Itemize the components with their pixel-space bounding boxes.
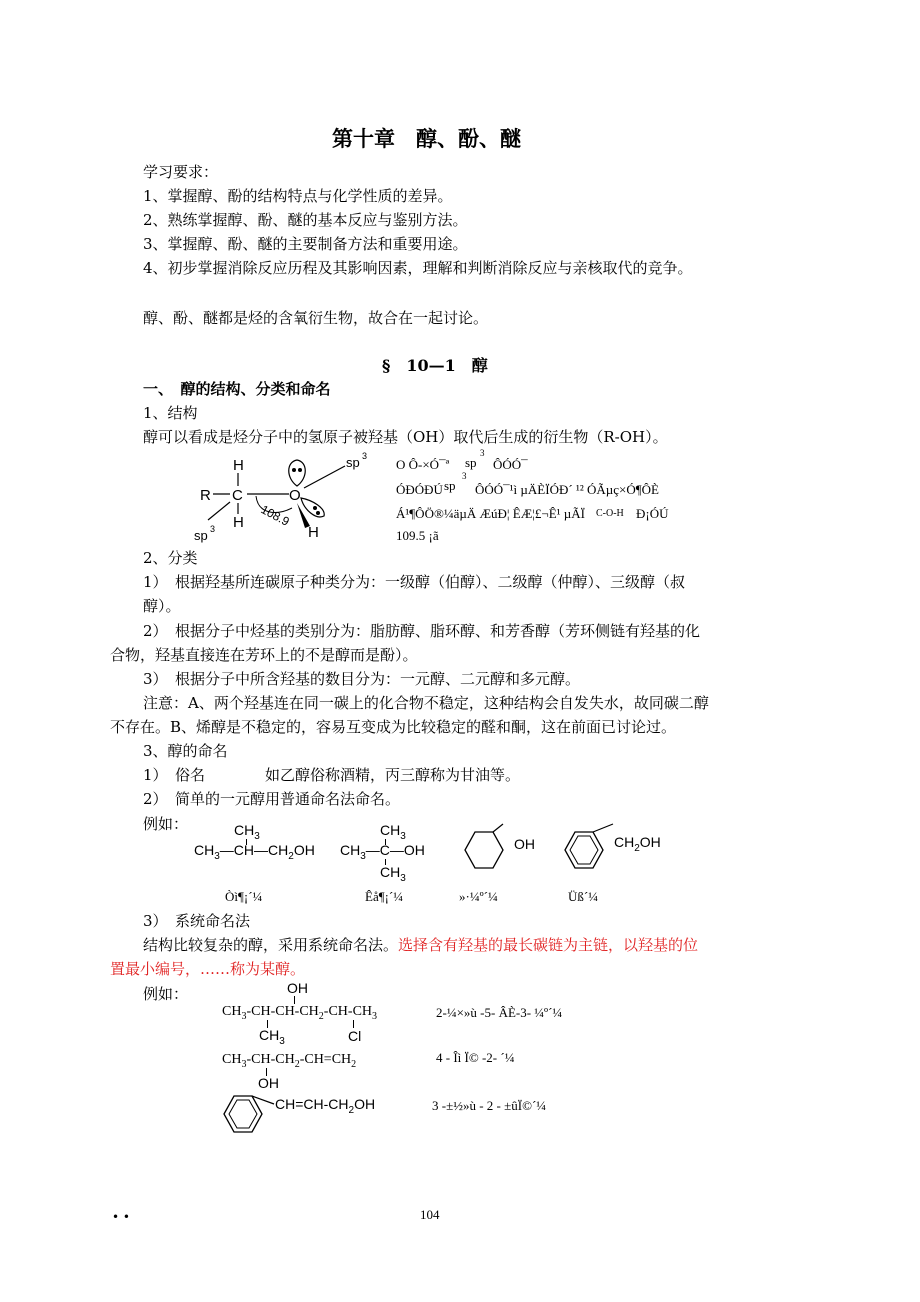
lone-pair-orbital xyxy=(289,460,306,486)
formula-text: $CH_3$ xyxy=(259,1027,285,1047)
compound-name: »·¼º´¼ xyxy=(459,889,498,904)
systematic-text xyxy=(143,933,698,957)
example-label: 例如： xyxy=(143,815,189,833)
c-label: C xyxy=(232,487,243,504)
garbled-text: sp xyxy=(444,478,456,493)
compound-name: Üß´¼ xyxy=(568,889,598,904)
bond-line xyxy=(304,466,345,488)
classification-heading: 2、分类 xyxy=(143,549,198,567)
garbled-text: C-O-H xyxy=(596,508,624,519)
oh-label: OH xyxy=(287,980,308,996)
structure-heading: 1、结构 xyxy=(143,404,198,422)
note-line: 注意：A、两个羟基连在同一碳上的化合物不稳定，这种结构会自发失水，故同碳二醇 xyxy=(143,694,709,712)
class-item: 1） 根据羟基所连碳原子种类分为：一级醇（伯醇）、二级醇（仲醇）、三级醇（叔 xyxy=(143,573,686,591)
chapter-title: 第十章 醇、酚、醚 xyxy=(332,126,521,151)
compound-name: 4 - Îì Ï© -2- ´¼ xyxy=(436,1050,515,1065)
common-name-label: 1） 俗名 xyxy=(143,766,206,784)
garbled-superscript: 3 xyxy=(480,448,485,458)
bond-line xyxy=(294,996,295,1004)
page-number: 104 xyxy=(420,1207,440,1222)
part-heading: 一、 醇的结构、分类和命名 xyxy=(143,380,331,398)
garbled-text: Á¹¶ÔÖ®¼äµÄ ÆúÐ¦ ÊÆ¦£¬Ê¹ µÃÏ xyxy=(396,506,586,521)
sp3-label: sp xyxy=(194,528,208,543)
lone-pair-orbital xyxy=(301,498,324,517)
naming-heading: 3、醇的命名 xyxy=(143,742,228,760)
electron-dot xyxy=(313,506,317,510)
tert-butanol-formula: $CH_3—C—OH$ xyxy=(340,842,425,862)
sp3-label: sp xyxy=(346,455,360,470)
systematic-formula: $CH_3-CH-CH-CH_2-CH-CH_3$ xyxy=(222,1004,378,1022)
garbled-text: 109.5 ¡ã xyxy=(396,528,439,543)
garbled-text: ÔÓÓ¯ xyxy=(493,457,528,472)
sp3-superscript: 3 xyxy=(362,451,368,461)
o-label: O xyxy=(289,487,301,504)
bond-line xyxy=(353,1020,354,1028)
requirement-item: 2、熟练掌握醇、酚、醚的基本反应与鉴别方法。 xyxy=(143,211,468,229)
garbled-text: Ð¡ÓÚ xyxy=(636,506,669,521)
common-name-text: 如乙醇俗称酒精，丙三醇称为甘油等。 xyxy=(265,766,521,784)
formula-text: $CH_2OH$ xyxy=(614,834,661,854)
formula-text: $CH_3$ xyxy=(380,822,406,842)
section-title: § 10—1 醇 xyxy=(382,356,488,375)
electron-dot xyxy=(298,468,302,472)
systematic-formula: $CH_3-CH-CH_2-CH=CH_2$ xyxy=(222,1052,357,1070)
alcohol-structure-diagram xyxy=(190,448,390,548)
systematic-formula: $CH=CH-CH_2OH$ xyxy=(275,1096,376,1116)
garbled-text: sp xyxy=(465,455,477,470)
requirement-item: 3、掌握醇、酚、醚的主要制备方法和重要用途。 xyxy=(143,235,468,253)
compound-name: 2-¼×»ù -5- ÂÈ-3- ¼º´¼ xyxy=(436,1005,563,1020)
class-item: 醇）。 xyxy=(143,597,181,615)
class-item: 3） 根据分子中所含羟基的数目分为：一元醇、二元醇和多元醇。 xyxy=(143,670,581,688)
h-bottom-label: H xyxy=(233,514,244,531)
oh-label: OH xyxy=(258,1075,279,1091)
simple-naming: 2） 简单的一元醇用普通命名法命名。 xyxy=(143,790,401,808)
isobutanol-formula: $CH_3—CH—CH_2OH$ xyxy=(194,842,315,862)
electron-dot xyxy=(316,511,320,515)
sp3-superscript: 3 xyxy=(210,524,216,534)
systematic-rule-highlight: 置最小编号，……称为某醇。 xyxy=(110,960,306,978)
compound-name: 3 -±½»ù - 2 - ±ûÏ©´¼ xyxy=(432,1098,547,1113)
systematic-rule-highlight: 选择含有羟基的最长碳链为主链，以羟基的位 xyxy=(398,936,699,954)
cl-label: Cl xyxy=(348,1028,362,1044)
compound-name: Êå¶¡´¼ xyxy=(365,889,404,904)
h-top-label: H xyxy=(233,457,244,474)
formula-text: $CH_3$ xyxy=(234,822,260,842)
oh-label: OH xyxy=(514,836,535,852)
class-item: 2） 根据分子中烃基的类别分为：脂肪醇、脂环醇、和芳香醇（芳环侧链有羟基的化 xyxy=(143,622,701,640)
garbled-superscript: 3 xyxy=(462,471,467,481)
angle-label: 108.9 xyxy=(258,502,292,529)
compound-name: Òì¶¡´¼ xyxy=(225,889,263,904)
structure-text: 醇可以看成是烃分子中的氢原子被羟基（OH）取代后生成的衍生物（R-OH）。 xyxy=(143,428,668,446)
footer-dots: • • xyxy=(112,1210,130,1224)
example-label: 例如： xyxy=(143,985,189,1003)
electron-dot xyxy=(292,468,296,472)
garbled-text: ÓÐÓÐÚ xyxy=(396,482,443,497)
r-label: R xyxy=(200,487,211,504)
systematic-text-black: 结构比较复杂的醇，采用系统命名法。 xyxy=(143,936,399,954)
requirement-item: 4、初步掌握消除反应历程及其影响因素，理解和判断消除反应与亲核取代的竞争。 xyxy=(143,259,693,277)
cinnamyl-alcohol-ring xyxy=(222,1092,282,1142)
requirement-item: 1、掌握醇、酚的结构特点与化学性质的差异。 xyxy=(143,187,453,205)
garbled-text: O Ô-×Ó¯ª xyxy=(396,457,450,472)
systematic-heading: 3） 系统命名法 xyxy=(143,912,251,930)
requirements-heading: 学习要求： xyxy=(143,163,219,181)
note-line: 不存在。B、烯醇是不稳定的，容易互变成为比较稳定的醛和酮，这在前面已讨论过。 xyxy=(110,718,677,736)
formula-text: $CH_3$ xyxy=(380,864,406,884)
bond-line xyxy=(208,502,230,520)
class-item: 合物，羟基直接连在芳环上的不是醇而是酚）。 xyxy=(110,646,418,664)
h-right-label: H xyxy=(308,524,319,541)
intro-paragraph: 醇、酚、醚都是烃的含氧衍生物，故合在一起讨论。 xyxy=(143,309,489,327)
garbled-text: ÔÓÓ¯¹ì µÄÈÏÓÐ´ ¹² ÓÃµç×Ó¶ÔÈ xyxy=(475,482,659,497)
